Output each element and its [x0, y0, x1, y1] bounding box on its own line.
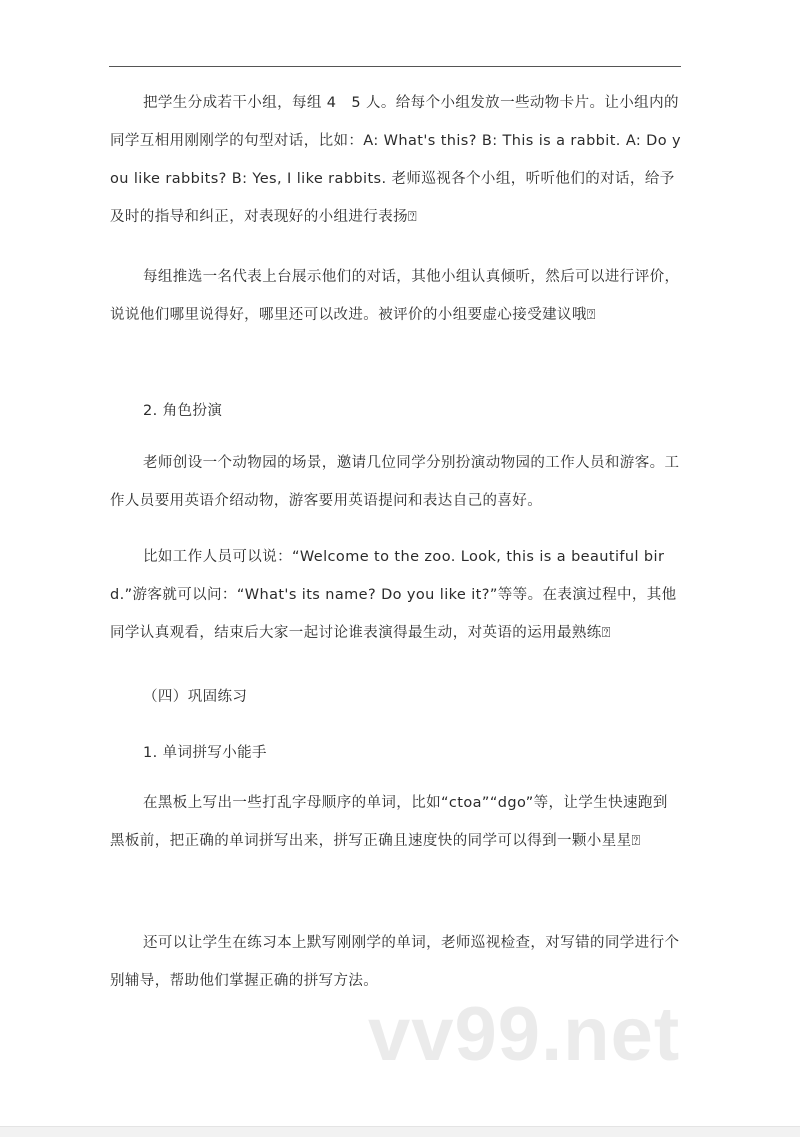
paragraph-dictation: 还可以让学生在练习本上默写刚刚学的单词，老师巡视检查，对写错的同学进行个别辅导，帮助他们掌握正确的拼写方法。: [110, 935, 680, 989]
paragraph-performance-example: 比如工作人员可以说：“Welcome to the zoo. Look, this is a beautiful bird.”游客就可以问：“What's its name? Do you like it?”等等。在表演过程中，其他同学认真观看，结束后大家一起讨论谁表演得最生动，对英语的运用最熟练⍰: [110, 549, 677, 641]
paragraph-spelling-blackboard: 在黑板上写出一些打乱字母顺序的单词，比如“ctoa”“dgo”等，让学生快速跑到黑板前，把正确的单词拼写出来，拼写正确且速度快的同学可以得到一颗小星星⍰: [110, 795, 668, 849]
paragraph-group-dialogue: 把学生分成若干小组，每组 4 5 人。给每个小组发放一些动物卡片。让小组内的同学互相用刚刚学的句型对话，比如：A: What's this? B: This is a rabbit. A: Do you like rabbits? B: Yes, I like rabbits. 老师巡视各个小组，听听他们的对话，给予及时的指导和纠正，对表现好的小组进行表扬⍰: [110, 95, 682, 225]
heading-role-play: 2. 角色扮演: [143, 403, 223, 419]
paragraph-group-presentation: 每组推选一名代表上台展示他们的对话，其他小组认真倾听，然后可以进行评价，说说他们哪里说得好，哪里还可以改进。被评价的小组要虚心接受建议哦⍰: [110, 269, 680, 323]
paragraph-zoo-scene: 老师创设一个动物园的场景，邀请几位同学分别扮演动物园的工作人员和游客。工作人员要用英语介绍动物，游客要用英语提问和表达自己的喜好。: [110, 455, 680, 509]
header-rule: [109, 66, 681, 67]
page-bottom-edge: [0, 1126, 800, 1137]
watermark: vv99.net: [368, 992, 681, 1077]
heading-spelling-game: 1. 单词拼写小能手: [143, 745, 267, 761]
heading-consolidation-practice: （四）巩固练习: [143, 689, 248, 705]
